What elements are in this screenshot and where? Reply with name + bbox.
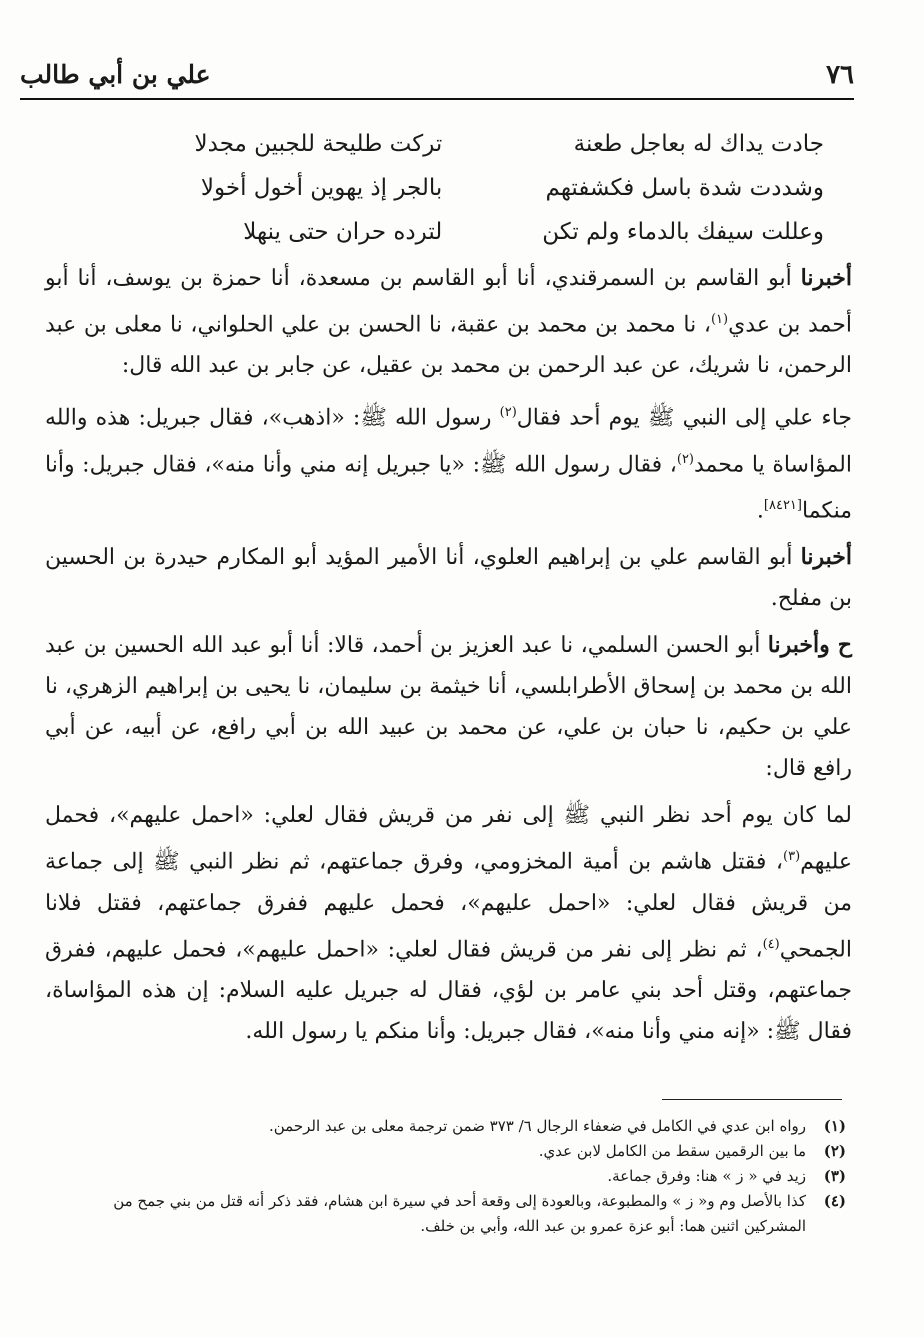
footnote: [60, 1139, 846, 1164]
footnote-number: (٢): [823, 1142, 846, 1160]
verse-second-hemistich: لترده حران حتى ينهلا: [243, 219, 443, 245]
chain-lead-word: ح وأخبرنا: [767, 632, 852, 659]
footnote-text: ما بين الرقمين سقط من الكامل لابن عدي.: [538, 1142, 806, 1160]
poem: [90, 122, 824, 254]
hadith-paragraph: [45, 392, 852, 531]
footnote-marker: (٢): [676, 451, 694, 467]
chain-lead-word: أخبرنا: [800, 265, 852, 291]
footnote: [60, 1189, 846, 1239]
paragraph-text: جاء علي إلى النبي ﷺ يوم أحد فقال: [516, 405, 853, 431]
paragraph-text: .: [756, 498, 764, 524]
hadith-reference-number: [٨٤٢١]: [763, 497, 802, 513]
paragraph-text: ، نا محمد بن محمد بن عقبة، نا الحسن بن علي الحلواني، نا معلى بن عبد الرحمن، نا شريك، عن عبد الرحمن بن محمد بن عقيل، عن جابر بن عبد الله قال:: [45, 312, 852, 379]
footnote: [60, 1114, 846, 1139]
footnote-text: رواه ابن عدي في الكامل في ضعفاء الرجال ٦/ ٣٧٣ ضمن ترجمة معلى بن عبد الرحمن.: [268, 1117, 806, 1135]
page-number: ٧٦: [826, 60, 854, 90]
poem-verse: [90, 166, 824, 210]
verse-second-hemistich: تركت طليحة للجبين مجدلا: [194, 131, 443, 157]
verse-first-hemistich: جادت يداك له بعاجل طعنة: [573, 131, 824, 157]
footnote-number: (١): [823, 1117, 846, 1135]
chain-lead-word: أخبرنا: [800, 544, 852, 571]
paragraph-text: أبو القاسم بن السمرقندي، أنا أبو القاسم بن مسعدة، أنا حمزة بن يوسف، أنا أبو أحمد بن عدي: [45, 266, 852, 338]
footnotes: [60, 1114, 846, 1239]
footnote-marker: (٤): [762, 936, 780, 952]
verse-first-hemistich: وعللت سيفك بالدماء ولم تكن: [542, 219, 824, 245]
paragraph-text: ، فقتل هاشم بن أمية المخزومي، وفرق جماعتهم، ثم نظر النبي ﷺ إلى جماعة من قريش فقال لعلي: «احمل عليهم»، فحمل عليهم ففرق جماعتهم، فقتل فلانا الجمحي: [45, 849, 852, 962]
poem-verse: [90, 122, 824, 166]
footnote-marker: (٣): [783, 849, 801, 865]
isnad-paragraph: [45, 258, 852, 386]
footnote-marker: (٢): [499, 405, 517, 421]
paragraph-text: ، ثم نظر إلى نفر من قريش فقال لعلي: «احمل عليهم»، فحمل عليهم، ففرق جماعتهم، وقتل أحد بني عامر بن لؤي، فقال له جبريل عليه السلام: إن هذه المؤاساة، فقال ﷺ: «إنه مني وأنا منه»، فقال جبريل: وأنا منكم يا رسول الله.: [45, 936, 852, 1044]
hadith-paragraph: [45, 795, 852, 1052]
footnote-separator: [662, 1099, 842, 1100]
main-text: [45, 258, 852, 1052]
isnad-paragraph: [45, 625, 852, 789]
paragraph-text: أبو القاسم علي بن إبراهيم العلوي، أنا الأمير المؤيد أبو المكارم حيدرة بن الحسين بن مفلح.: [45, 545, 852, 612]
page-header: [20, 58, 854, 100]
paragraph-text: لما كان يوم أحد نظر النبي ﷺ إلى نفر من قريش فقال لعلي: «احمل عليهم»، فحمل عليهم: [45, 803, 852, 875]
paragraph-text: أبو الحسن السلمي، نا عبد العزيز بن أحمد، قالا: أنا أبو عبد الله الحسين بن عبد الله بن محمد بن إسحاق الأطرابلسي، أنا خيثمة بن سليمان، نا يحيى بن إبراهيم الزهري، نا علي بن حكيم، نا حبان بن علي، عن محمد بن عبيد الله بن أبي رافع، عن أبيه، عن أبي رافع قال:: [45, 633, 852, 782]
isnad-paragraph: [45, 537, 852, 619]
paragraph-text: رسول الله ﷺ: «اذهب»، فقال جبريل: هذه والله المؤاساة يا محمد: [45, 405, 852, 477]
footnote-number: (٣): [823, 1167, 846, 1185]
footnote-text: زيد في « ز » هنا: وفرق جماعة.: [607, 1167, 806, 1185]
footnote: [60, 1164, 846, 1189]
running-title: علي بن أبي طالب: [20, 60, 211, 89]
poem-verse: [90, 210, 824, 254]
footnote-number: (٤): [823, 1192, 846, 1210]
footnote-text: كذا بالأصل وم و« ز » والمطبوعة، وبالعودة إلى وقعة أحد في سيرة ابن هشام، فقد ذكر أنه قتل من بني جمح من المشركين اثنين هما: أبو عزة عمرو بن عبد الله، وأبي بن خلف.: [113, 1192, 806, 1235]
paragraph-text: ، فقال رسول الله ﷺ: «يا جبريل إنه مني وأنا منه»، فقال جبريل: وأنا منكما: [45, 451, 852, 524]
verse-second-hemistich: بالجر إذ يهوين أخول أخولا: [200, 175, 443, 201]
verse-first-hemistich: وشددت شدة باسل فكشفتهم: [545, 175, 824, 201]
footnote-marker: (١): [710, 312, 729, 327]
